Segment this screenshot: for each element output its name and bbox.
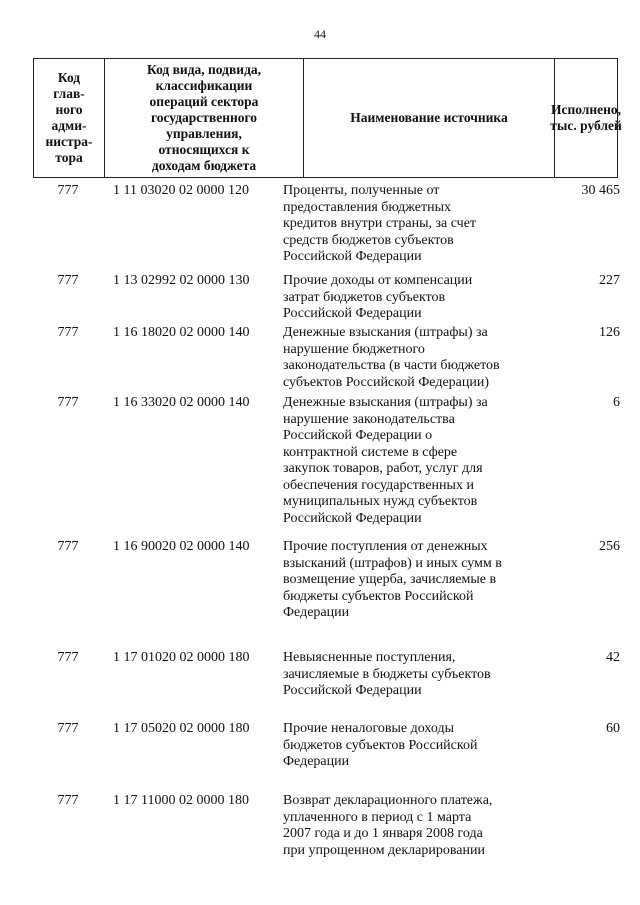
source-name-cell — [283, 539, 523, 622]
classification-code-cell: 1 13 02992 02 0000 130 — [113, 273, 250, 288]
header-text-line: Код — [57, 70, 81, 85]
source-name-line: Российской Федерации — [283, 510, 422, 526]
source-name-line: возмещение ущерба, зачисляемые в — [283, 572, 497, 587]
header-executed-amount — [550, 59, 622, 177]
source-name-line: нарушение бюджетного — [283, 341, 425, 357]
header-classification-code — [104, 59, 303, 177]
header-text-line: ного — [55, 102, 83, 117]
source-name-cell — [283, 273, 523, 323]
source-name-line: нарушение законодательства — [283, 411, 455, 427]
header-text-line: тыс. рублей — [550, 118, 622, 133]
header-text-line: глав- — [53, 86, 85, 101]
amount-cell: 42 — [606, 650, 620, 665]
header-text-line: адми- — [51, 118, 87, 133]
source-name-line: муниципальных нужд субъектов — [283, 494, 478, 509]
table-header — [33, 58, 622, 178]
header-text-line: операций сектора — [149, 94, 259, 109]
classification-code-cell: 1 11 03020 02 0000 120 — [113, 183, 249, 198]
amount-cell: 6 — [613, 395, 620, 410]
source-name-line: Прочие доходы от компенсации — [283, 273, 473, 288]
amount-cell: 126 — [599, 325, 620, 340]
classification-code-cell: 1 17 05020 02 0000 180 — [113, 721, 250, 736]
source-name-line: законодательства (в части бюджетов — [283, 358, 500, 373]
source-name-cell — [283, 721, 523, 771]
source-name-line: Прочие поступления от денежных — [283, 539, 488, 554]
classification-code-cell: 1 16 90020 02 0000 140 — [113, 539, 250, 554]
admin-code-cell: 777 — [57, 273, 79, 288]
source-name-cell — [283, 650, 523, 700]
admin-code-cell: 777 — [57, 539, 79, 554]
amount-cell: 227 — [599, 273, 620, 288]
source-name-line: Прочие неналоговые доходы — [283, 721, 455, 736]
source-name-line: бюджетов субъектов Российской — [283, 737, 478, 753]
source-name-line: Невыясненные поступления, — [283, 650, 456, 665]
amount-cell: 30 465 — [581, 183, 620, 198]
source-name-line: Российской Федерации — [283, 683, 422, 698]
source-name-line: Российской Федерации о — [283, 428, 433, 443]
header-text-line: управления, — [166, 126, 242, 141]
source-name-line: Российской Федерации — [283, 306, 422, 321]
page-number: 44 — [314, 27, 326, 41]
source-name-line: Проценты, полученные от — [283, 183, 440, 198]
source-name-line: контрактной системе в сфере — [283, 444, 458, 460]
admin-code-cell: 777 — [57, 395, 79, 410]
source-name-line: субъектов Российской Федерации) — [283, 374, 490, 390]
source-name-cell — [283, 325, 523, 391]
header-text-line: Код вида, подвида, — [146, 62, 262, 77]
admin-code-cell: 777 — [57, 183, 79, 198]
classification-code-cell: 1 16 33020 02 0000 140 — [113, 395, 250, 410]
header-source-name — [303, 59, 554, 177]
source-name-line: Денежные взыскания (штрафы) за — [283, 395, 488, 410]
header-text-line: Исполнено, — [550, 102, 622, 117]
source-name-line: Федерации — [283, 605, 350, 620]
source-name-line: средств бюджетов субъектов — [283, 232, 454, 248]
admin-code-cell: 777 — [57, 650, 79, 665]
source-name-line: 2007 года и до 1 января 2008 года — [283, 826, 483, 841]
source-name-line: кредитов внутри страны, за счет — [283, 216, 477, 231]
header-admin-code — [34, 59, 104, 177]
classification-code-cell: 1 17 11000 02 0000 180 — [113, 793, 249, 808]
amount-cell: 60 — [606, 721, 620, 736]
header-text-line: тора — [55, 150, 83, 165]
admin-code-cell: 777 — [57, 325, 79, 340]
source-name-line: Федерации — [283, 754, 350, 769]
admin-code-cell: 777 — [57, 721, 79, 736]
source-name-line: уплаченного в период с 1 марта — [283, 809, 472, 825]
source-name-line: закупок товаров, работ, услуг для — [283, 461, 483, 476]
source-name-line: обеспечения государственных и — [283, 477, 474, 493]
header-text-line: Наименование источника — [350, 110, 508, 125]
header-text-line: доходам бюджета — [151, 158, 257, 173]
header-text-line: классификации — [155, 78, 253, 93]
header-text-line: относящихся к — [158, 142, 250, 157]
source-name-cell — [283, 183, 523, 266]
source-name-line: Денежные взыскания (штрафы) за — [283, 325, 488, 340]
source-name-line: при упрощенном декларировании — [283, 842, 485, 858]
classification-code-cell: 1 17 01020 02 0000 180 — [113, 650, 250, 665]
source-name-line: взысканий (штрафов) и иных сумм в — [283, 555, 502, 571]
classification-code-cell: 1 16 18020 02 0000 140 — [113, 325, 250, 340]
admin-code-cell: 777 — [57, 793, 79, 808]
source-name-cell — [283, 395, 523, 527]
header-text-line: нистра- — [45, 134, 93, 149]
source-name-cell — [283, 793, 523, 859]
source-name-line: предоставления бюджетных — [283, 199, 451, 215]
source-name-line: Российской Федерации — [283, 249, 422, 264]
amount-cell: 256 — [599, 539, 620, 554]
source-name-line: затрат бюджетов субъектов — [283, 289, 446, 305]
source-name-line: зачисляемые в бюджеты субъектов — [283, 666, 491, 682]
header-text-line: государственного — [150, 110, 258, 125]
source-name-line: бюджеты субъектов Российской — [283, 588, 474, 604]
source-name-line: Возврат декларационного платежа, — [283, 793, 493, 808]
